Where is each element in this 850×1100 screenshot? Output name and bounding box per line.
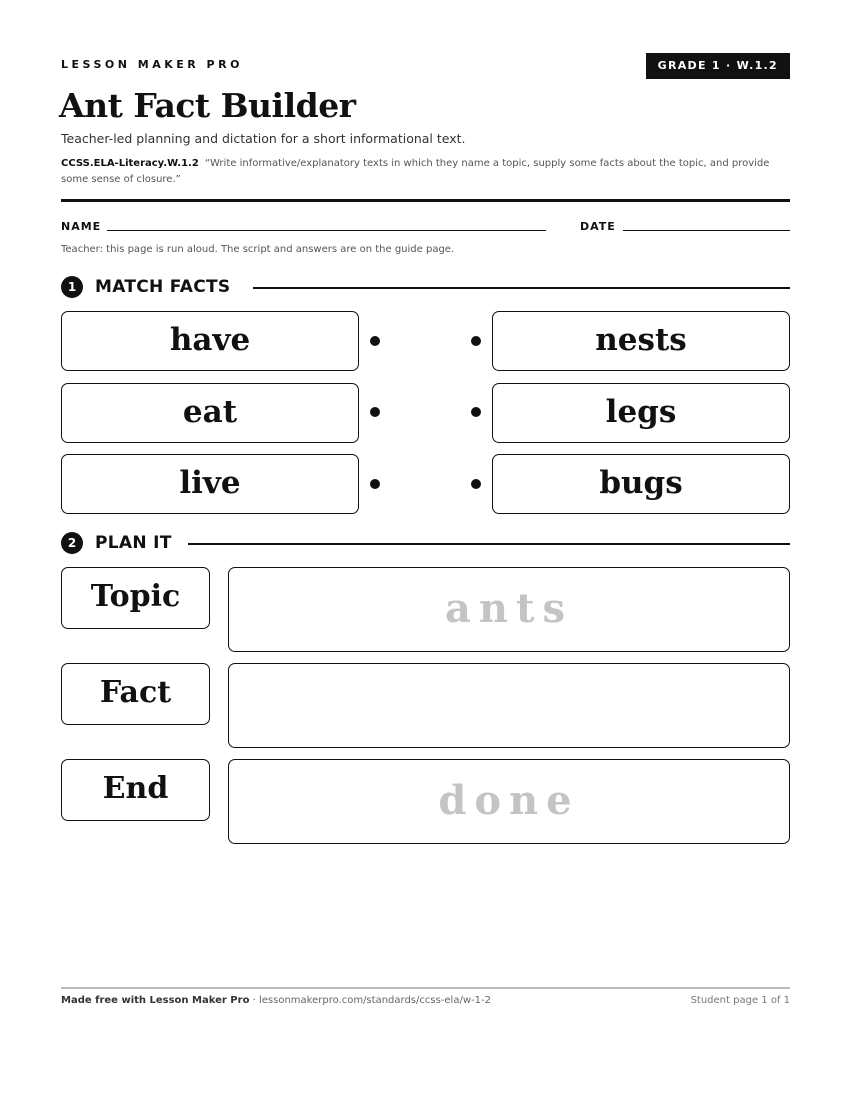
match-word-left: have — [61, 311, 359, 371]
footer-page-label: Student page 1 of 1 — [690, 995, 790, 1006]
plan-write-box-end[interactable]: done — [228, 759, 790, 844]
section-divider — [253, 287, 790, 289]
teacher-note: Teacher: this page is run aloud. The script and answers are on the guide page. — [61, 244, 455, 255]
brand-name: LESSON MAKER PRO — [61, 58, 243, 71]
name-write-line[interactable] — [107, 230, 546, 231]
match-word-right: legs — [492, 383, 790, 443]
section-number-badge: 2 — [61, 532, 83, 554]
match-dot-right[interactable] — [471, 407, 481, 417]
section-plan-it-header — [61, 531, 790, 555]
standard-description — [61, 156, 790, 188]
match-dot-left[interactable] — [370, 336, 380, 346]
worksheet-page — [61, 0, 790, 1100]
match-word-right: nests — [492, 311, 790, 371]
plan-label-fact: Fact — [61, 663, 210, 725]
plan-write-box-fact[interactable] — [228, 663, 790, 748]
match-dot-left[interactable] — [370, 407, 380, 417]
match-word-left: eat — [61, 383, 359, 443]
section-number-badge: 1 — [61, 276, 83, 298]
page-title: Ant Fact Builder — [59, 86, 356, 125]
header-divider — [61, 199, 790, 202]
section-title: MATCH FACTS — [95, 277, 231, 297]
section-match-facts-header — [61, 275, 790, 299]
page-subtitle: Teacher-led planning and dictation for a short informational text. — [61, 131, 466, 146]
plan-write-box-topic[interactable]: ants — [228, 567, 790, 652]
match-dot-right[interactable] — [471, 336, 481, 346]
plan-label-topic: Topic — [61, 567, 210, 629]
section-divider — [188, 543, 790, 545]
standard-code: CCSS.ELA-Literacy.W.1.2 — [61, 158, 199, 169]
plan-label-end: End — [61, 759, 210, 821]
grade-badge: GRADE 1 · W.1.2 — [646, 53, 790, 79]
match-word-left: live — [61, 454, 359, 514]
footer-made-with: Made free with Lesson Maker Pro — [61, 995, 250, 1006]
match-dot-right[interactable] — [471, 479, 481, 489]
standard-text: “Write informative/explanatory texts in which they name a topic, supply some facts about the topic, and provide some sense of closure.” — [61, 158, 770, 185]
section-title: PLAN IT — [95, 533, 172, 553]
footer-url[interactable]: · lessonmakerpro.com/standards/ccss-ela/w-1-2 — [249, 995, 491, 1006]
date-write-line[interactable] — [623, 230, 790, 231]
match-word-right: bugs — [492, 454, 790, 514]
footer-divider — [61, 987, 790, 989]
date-label: DATE — [580, 220, 616, 233]
name-label: NAME — [61, 220, 102, 233]
match-dot-left[interactable] — [370, 479, 380, 489]
footer-credit — [61, 995, 491, 1006]
